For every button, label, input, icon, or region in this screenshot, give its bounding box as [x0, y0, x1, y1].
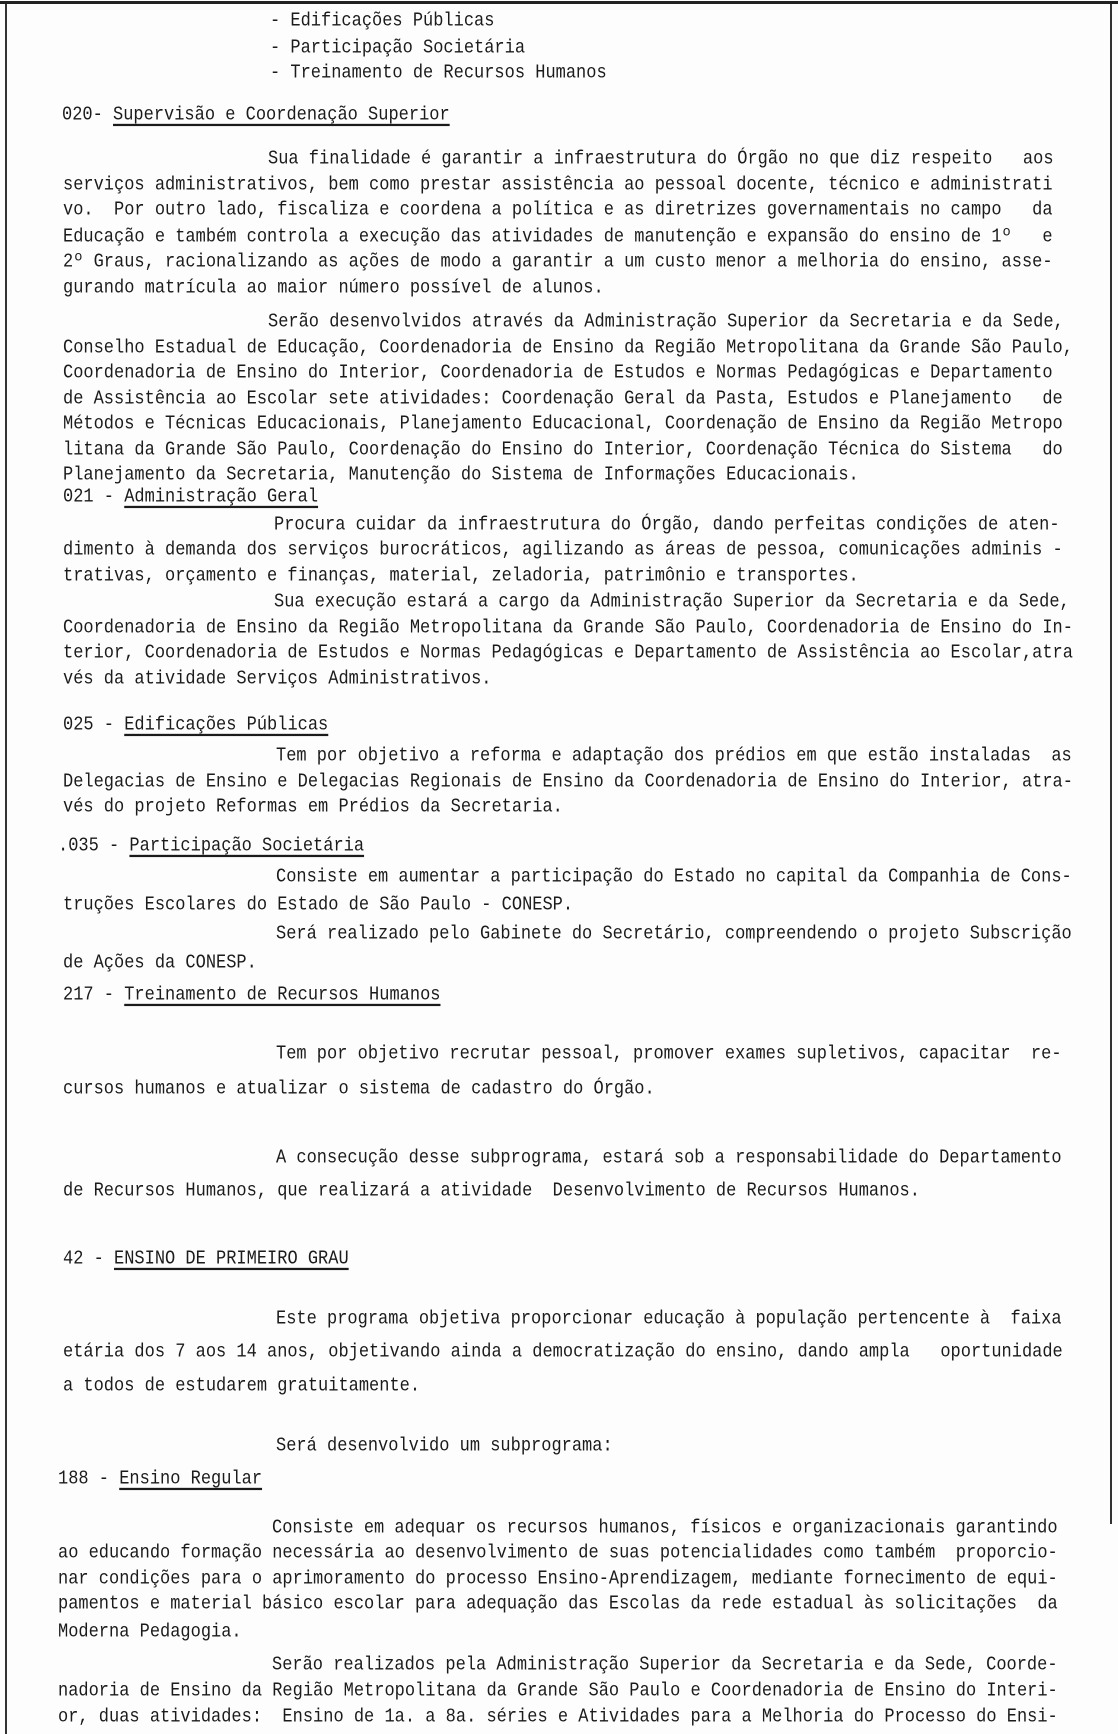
text-line: Serão desenvolvidos através da Administração Superior da Secretaria e da Sede,	[268, 311, 1064, 334]
text-line: Coordenadoria de Ensino do Interior, Coordenadoria de Estudos e Normas Pedagógicas e Departamento	[63, 362, 1053, 385]
text-line: Moderna Pedagogia.	[58, 1621, 242, 1644]
section-heading	[58, 836, 364, 858]
section-title: Treinamento de Recursos Humanos	[124, 984, 441, 1007]
program-heading	[63, 1249, 349, 1271]
text-line: Conselho Estadual de Educação, Coordenadoria de Ensino da Região Metropolitana da Grande São Paulo,	[63, 337, 1073, 360]
section-title: Ensino Regular	[119, 1468, 263, 1491]
right-border	[1110, 4, 1112, 1524]
section-title: Administração Geral	[124, 486, 319, 509]
section-heading	[63, 985, 440, 1007]
list-item: - Edificações Públicas	[270, 10, 495, 33]
text-line: Consiste em aumentar a participação do Estado no capital da Companhia de Cons-	[276, 866, 1072, 889]
text-line: Este programa objetiva proporcionar educação à população pertencente à faixa	[276, 1308, 1062, 1331]
text-line: Coordenadoria de Ensino da Região Metropolitana da Grande São Paulo, Coordenadoria de Ensino do In-	[63, 617, 1073, 640]
text-line: Sua execução estará a cargo da Administração Superior da Secretaria e da Sede,	[274, 591, 1070, 614]
text-line: terior, Coordenadoria de Estudos e Normas Pedagógicas e Departamento de Assistência ao Escolar,atra	[63, 642, 1073, 665]
section-title: Supervisão e Coordenação Superior	[113, 104, 450, 127]
text-line: Sua finalidade é garantir a infraestrutura do Órgão no que diz respeito aos	[268, 148, 1054, 171]
text-line: gurando matrícula ao maior número possível de alunos.	[63, 277, 604, 300]
top-border	[0, 1, 1118, 4]
text-line: de Recursos Humanos, que realizará a atividade Desenvolvimento de Recursos Humanos.	[63, 1180, 920, 1203]
text-line: Tem por objetivo a reforma e adaptação dos prédios em que estão instaladas as	[276, 745, 1072, 768]
text-line: Consiste em adequar os recursos humanos, físicos e organizacionais garantindo	[272, 1517, 1058, 1540]
list-item: - Treinamento de Recursos Humanos	[270, 62, 607, 85]
text-line: a todos de estudarem gratuitamente.	[63, 1375, 421, 1398]
text-line: Tem por objetivo recrutar pessoal, promover exames supletivos, capacitar re-	[276, 1043, 1062, 1066]
text-line: dimento à demanda dos serviços burocráticos, agilizando as áreas de pessoa, comunicações adminis -	[63, 539, 1063, 562]
text-line: pamentos e material básico escolar para adequação das Escolas da rede estadual às solicitações da	[58, 1593, 1058, 1616]
text-line: Serão realizados pela Administração Superior da Secretaria e da Sede, Coorde-	[272, 1654, 1058, 1677]
text-line: vés do projeto Reformas em Prédios da Secretaria.	[63, 796, 563, 819]
section-code: 217 -	[63, 984, 125, 1007]
text-line: Planejamento da Secretaria, Manutenção do Sistema de Informações Educacionais.	[63, 464, 859, 487]
text-line: vo. Por outro lado, fiscaliza e coordena a política e as diretrizes governamentais no campo da	[63, 199, 1053, 222]
text-line: de Ações da CONESP.	[63, 952, 257, 975]
text-line: vés da atividade Serviços Administrativos.	[63, 668, 492, 691]
section-code: 025 -	[63, 714, 125, 737]
text-line: litana da Grande São Paulo, Coordenação do Ensino do Interior, Coordenação Técnica do Sistema do	[63, 439, 1063, 462]
left-border	[5, 4, 7, 1734]
text-line: nar condições para o aprimoramento do processo Ensino-Aprendizagem, mediante fornecimento de equi-	[58, 1568, 1058, 1591]
text-line: de Assistência ao Escolar sete atividades: Coordenação Geral da Pasta, Estudos e Planejamento de	[63, 388, 1063, 411]
text-line: Educação e também controla a execução das atividades de manutenção e expansão do ensino de 1º e	[63, 226, 1053, 249]
section-heading	[63, 487, 318, 509]
text-line: cursos humanos e atualizar o sistema de cadastro do Órgão.	[63, 1078, 655, 1101]
section-heading	[62, 105, 450, 127]
text-line: Métodos e Técnicas Educacionais, Planejamento Educacional, Coordenação de Ensino da Região Metropo	[63, 413, 1063, 436]
section-code: 020-	[62, 104, 114, 127]
text-line: Procura cuidar da infraestrutura do Órgão, dando perfeitas condições de aten-	[274, 514, 1060, 537]
text-line: Será desenvolvido um subprograma:	[276, 1435, 613, 1458]
section-code: 42 -	[63, 1248, 115, 1271]
text-line: or, duas atividades: Ensino de 1a. a 8a. séries e Atividades para a Melhoria do Processo do Ensi-	[58, 1706, 1058, 1729]
section-title: Edificações Públicas	[124, 714, 329, 737]
section-heading	[63, 715, 328, 737]
text-line: 2º Graus, racionalizando as ações de modo a garantir a um custo menor a melhoria do ensino, asse-	[63, 251, 1053, 274]
section-code: 188 -	[58, 1468, 120, 1491]
text-line: Será realizado pelo Gabinete do Secretário, compreendendo o projeto Subscrição	[276, 923, 1072, 946]
section-heading	[58, 1469, 262, 1491]
text-line: trativas, orçamento e finanças, material, zeladoria, patrimônio e transportes.	[63, 565, 859, 588]
section-title: ENSINO DE PRIMEIRO GRAU	[114, 1248, 349, 1271]
section-code: 021 -	[63, 486, 125, 509]
text-line: serviços administrativos, bem como prestar assistência ao pessoal docente, técnico e administrati	[63, 174, 1053, 197]
text-line: etária dos 7 aos 14 anos, objetivando ainda a democratização do ensino, dando ampla oportunidade	[63, 1341, 1063, 1364]
text-line: A consecução desse subprograma, estará sob a responsabilidade do Departamento	[276, 1147, 1062, 1170]
list-item: - Participação Societária	[270, 37, 526, 60]
text-line: nadoria de Ensino da Região Metropolitana da Grande São Paulo e Coordenadoria de Ensino do Interi-	[58, 1680, 1058, 1703]
section-title: Participação Societária	[129, 835, 365, 858]
text-line: Delegacias de Ensino e Delegacias Regionais de Ensino da Coordenadoria de Ensino do Interior, atra-	[63, 771, 1073, 794]
section-code: .035 -	[58, 835, 130, 858]
text-line: truções Escolares do Estado de São Paulo - CONESP.	[63, 894, 574, 917]
text-line: ao educando formação necessária ao desenvolvimento de suas potencialidades como também proporcio-	[58, 1542, 1058, 1565]
